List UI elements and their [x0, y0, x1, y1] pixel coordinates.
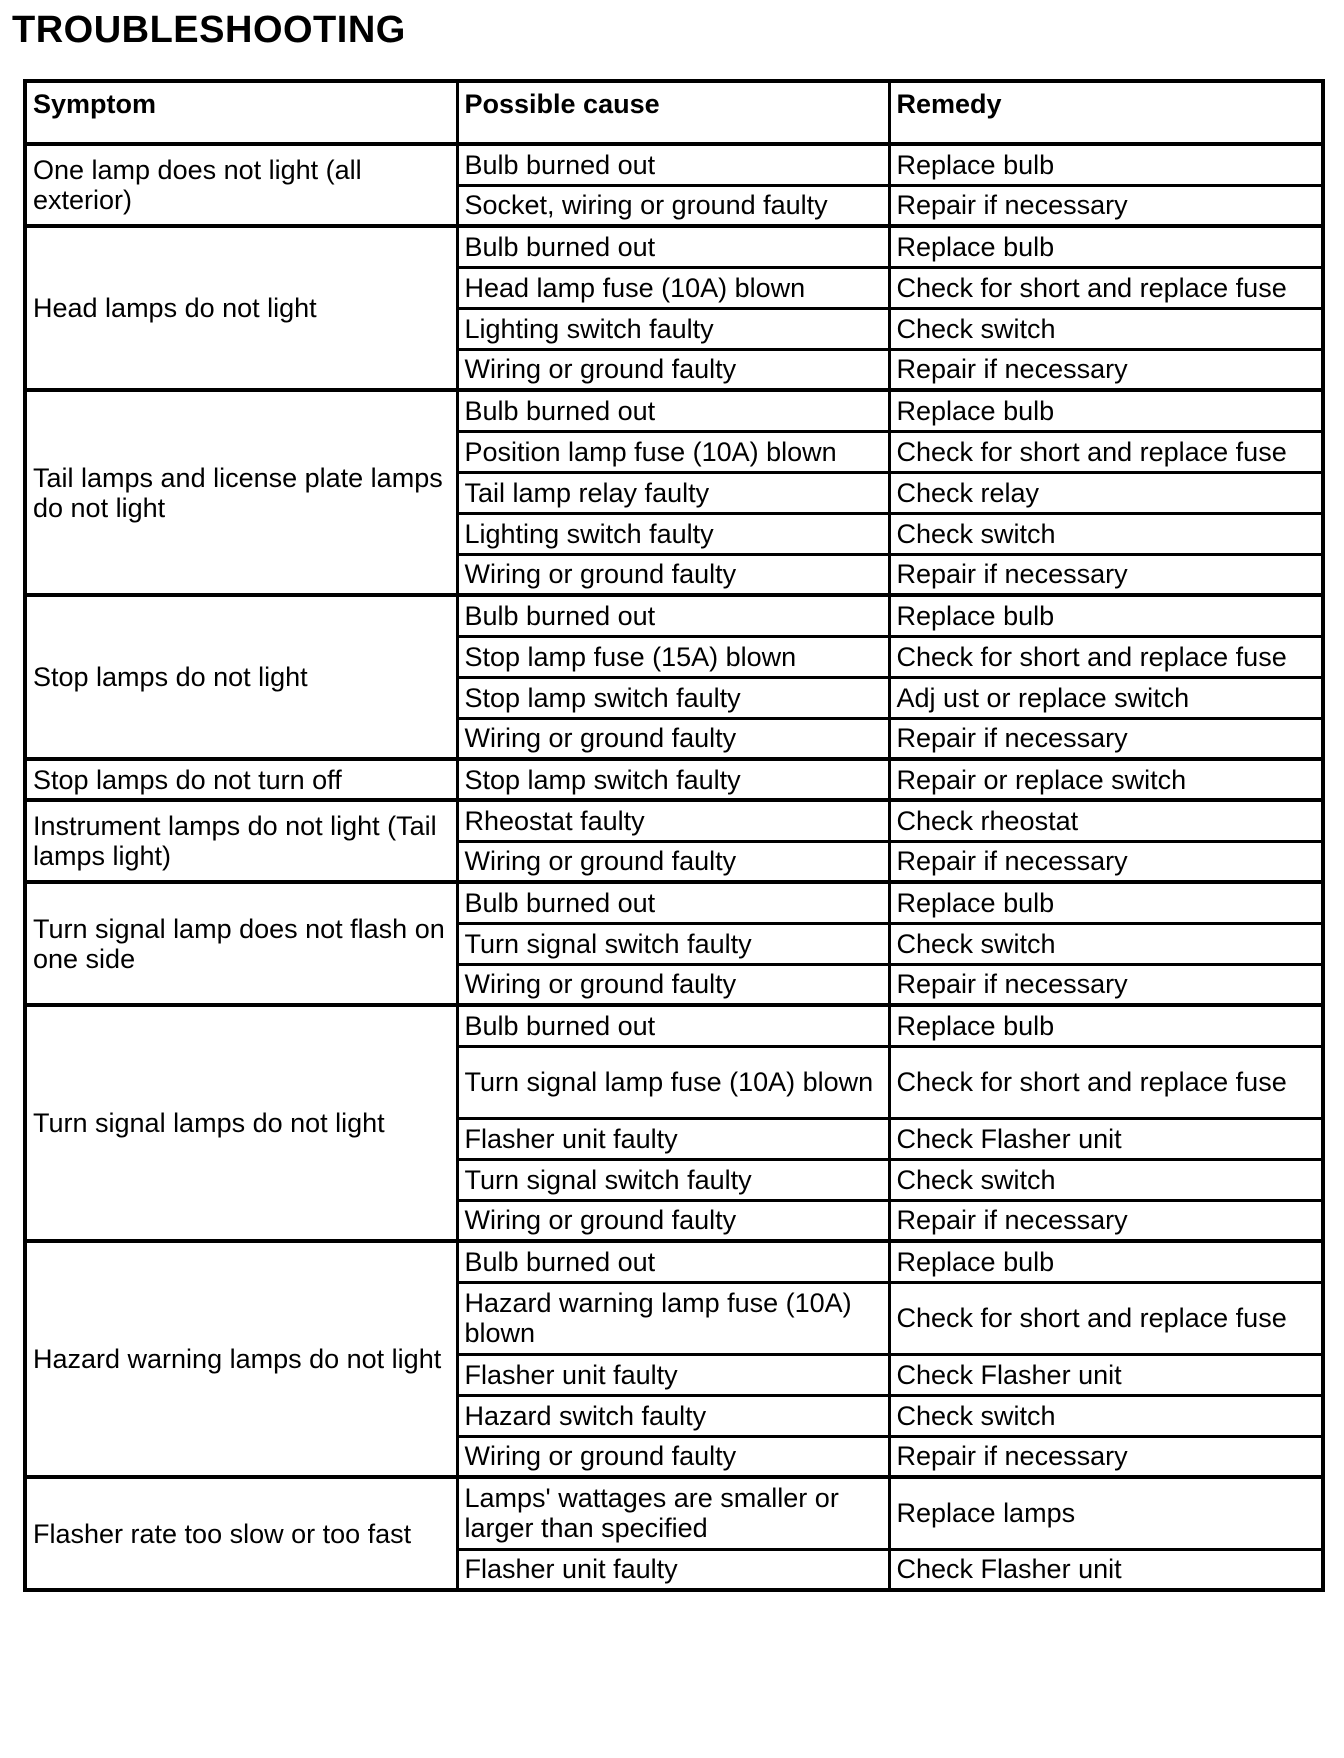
cause-cell: Turn signal lamp fuse (10A) blown	[457, 1046, 889, 1118]
symptom-cell: One lamp does not light (all exterior)	[25, 144, 457, 226]
table-row	[25, 595, 1323, 636]
cause-cell: Bulb burned out	[457, 595, 889, 636]
remedy-cell: Check rheostat	[889, 800, 1323, 841]
header-remedy: Remedy	[889, 81, 1323, 144]
symptom-cell: Turn signal lamp does not flash on one side	[25, 882, 457, 1005]
symptom-cell: Stop lamps do not turn off	[25, 759, 457, 800]
remedy-cell: Check Flasher unit	[889, 1354, 1323, 1395]
remedy-cell: Repair if necessary	[889, 1436, 1323, 1477]
remedy-cell: Adj ust or replace switch	[889, 677, 1323, 718]
cause-cell: Head lamp fuse (10A) blown	[457, 267, 889, 308]
cause-cell: Turn signal switch faulty	[457, 1159, 889, 1200]
symptom-cell: Flasher rate too slow or too fast	[25, 1477, 457, 1590]
cause-cell: Bulb burned out	[457, 144, 889, 185]
remedy-cell: Replace bulb	[889, 882, 1323, 923]
header-possible-cause: Possible cause	[457, 81, 889, 144]
table-row	[25, 144, 1323, 185]
remedy-cell: Repair if necessary	[889, 554, 1323, 595]
cause-cell: Wiring or ground faulty	[457, 554, 889, 595]
cause-cell: Bulb burned out	[457, 1005, 889, 1046]
table-row	[25, 800, 1323, 841]
remedy-cell: Replace bulb	[889, 144, 1323, 185]
remedy-cell: Repair if necessary	[889, 349, 1323, 390]
cause-cell: Bulb burned out	[457, 226, 889, 267]
remedy-cell: Repair if necessary	[889, 1200, 1323, 1241]
cause-cell: Bulb burned out	[457, 882, 889, 923]
cause-cell: Wiring or ground faulty	[457, 841, 889, 882]
remedy-cell: Repair if necessary	[889, 185, 1323, 226]
table-row	[25, 759, 1323, 800]
remedy-cell: Check Flasher unit	[889, 1549, 1323, 1590]
symptom-cell: Head lamps do not light	[25, 226, 457, 390]
cause-cell: Rheostat faulty	[457, 800, 889, 841]
remedy-cell: Check for short and replace fuse	[889, 431, 1323, 472]
cause-cell: Flasher unit faulty	[457, 1118, 889, 1159]
table-row	[25, 882, 1323, 923]
cause-cell: Wiring or ground faulty	[457, 964, 889, 1005]
page-title: TROUBLESHOOTING	[12, 9, 406, 51]
table-row	[25, 1241, 1323, 1282]
cause-cell: Lighting switch faulty	[457, 513, 889, 554]
remedy-cell: Replace bulb	[889, 1241, 1323, 1282]
cause-cell: Wiring or ground faulty	[457, 1200, 889, 1241]
table-row	[25, 390, 1323, 431]
remedy-cell: Check switch	[889, 513, 1323, 554]
cause-cell: Flasher unit faulty	[457, 1549, 889, 1590]
cause-cell: Wiring or ground faulty	[457, 1436, 889, 1477]
remedy-cell: Repair if necessary	[889, 718, 1323, 759]
remedy-cell: Check switch	[889, 1395, 1323, 1436]
table-body	[25, 144, 1323, 1590]
remedy-cell: Replace lamps	[889, 1477, 1323, 1549]
header-symptom: Symptom	[25, 81, 457, 144]
cause-cell: Stop lamp fuse (15A) blown	[457, 636, 889, 677]
cause-cell: Flasher unit faulty	[457, 1354, 889, 1395]
remedy-cell: Check switch	[889, 308, 1323, 349]
remedy-cell: Check for short and replace fuse	[889, 267, 1323, 308]
remedy-cell: Repair if necessary	[889, 841, 1323, 882]
symptom-cell: Tail lamps and license plate lamps do not light	[25, 390, 457, 595]
table-row	[25, 1005, 1323, 1046]
remedy-cell: Replace bulb	[889, 595, 1323, 636]
symptom-cell: Stop lamps do not light	[25, 595, 457, 759]
remedy-cell: Check Flasher unit	[889, 1118, 1323, 1159]
remedy-cell: Check for short and replace fuse	[889, 1282, 1323, 1354]
table-header	[25, 81, 1323, 144]
table-row	[25, 226, 1323, 267]
remedy-cell: Repair if necessary	[889, 964, 1323, 1005]
table-row	[25, 1477, 1323, 1549]
cause-cell: Stop lamp switch faulty	[457, 759, 889, 800]
cause-cell: Hazard switch faulty	[457, 1395, 889, 1436]
remedy-cell: Replace bulb	[889, 226, 1323, 267]
remedy-cell: Check for short and replace fuse	[889, 636, 1323, 677]
symptom-cell: Turn signal lamps do not light	[25, 1005, 457, 1241]
cause-cell: Bulb burned out	[457, 390, 889, 431]
cause-cell: Lamps' wattages are smaller or larger than specified	[457, 1477, 889, 1549]
remedy-cell: Check for short and replace fuse	[889, 1046, 1323, 1118]
remedy-cell: Check switch	[889, 923, 1323, 964]
symptom-cell: Hazard warning lamps do not light	[25, 1241, 457, 1477]
remedy-cell: Check switch	[889, 1159, 1323, 1200]
remedy-cell: Repair or replace switch	[889, 759, 1323, 800]
cause-cell: Wiring or ground faulty	[457, 718, 889, 759]
cause-cell: Wiring or ground faulty	[457, 349, 889, 390]
cause-cell: Bulb burned out	[457, 1241, 889, 1282]
cause-cell: Hazard warning lamp fuse (10A) blown	[457, 1282, 889, 1354]
troubleshooting-table	[23, 79, 1325, 1592]
cause-cell: Socket, wiring or ground faulty	[457, 185, 889, 226]
header-row	[25, 81, 1323, 144]
cause-cell: Lighting switch faulty	[457, 308, 889, 349]
remedy-cell: Replace bulb	[889, 390, 1323, 431]
cause-cell: Tail lamp relay faulty	[457, 472, 889, 513]
cause-cell: Position lamp fuse (10A) blown	[457, 431, 889, 472]
remedy-cell: Check relay	[889, 472, 1323, 513]
cause-cell: Stop lamp switch faulty	[457, 677, 889, 718]
remedy-cell: Replace bulb	[889, 1005, 1323, 1046]
cause-cell: Turn signal switch faulty	[457, 923, 889, 964]
symptom-cell: Instrument lamps do not light (Tail lamps light)	[25, 800, 457, 882]
